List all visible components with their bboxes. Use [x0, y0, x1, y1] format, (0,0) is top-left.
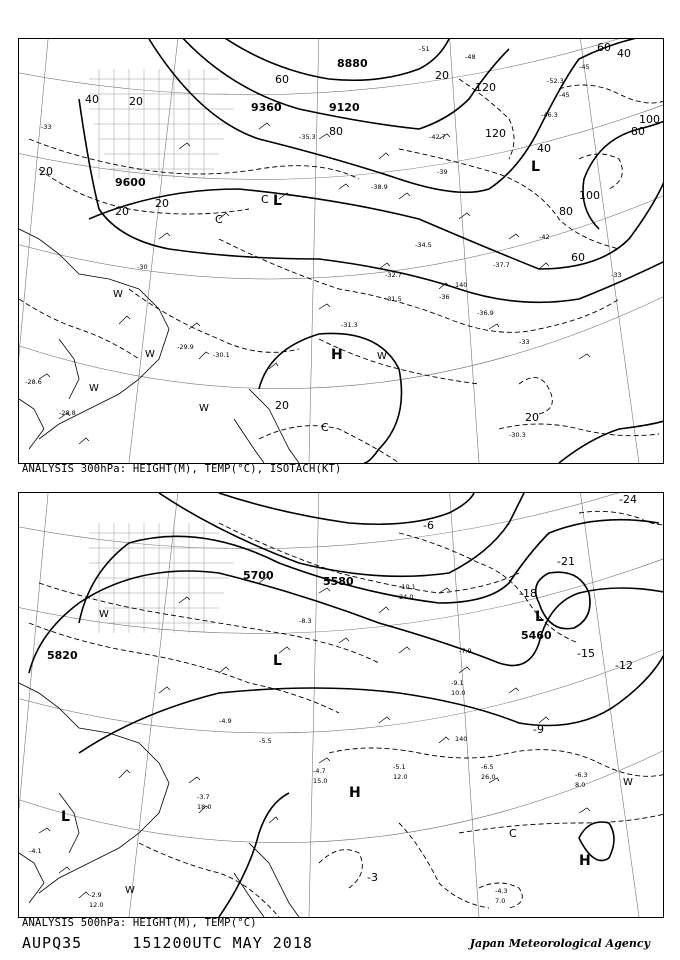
station-value: -7.9 [459, 647, 472, 655]
isotach-label: 80 [559, 205, 573, 218]
station-value: -6.5 [481, 763, 494, 771]
jet-hatch [89, 69, 234, 179]
isotherm-label: -36 [439, 293, 450, 301]
isotherm-label: -9 [533, 723, 544, 736]
isotherm-label: -48 [465, 53, 476, 61]
isotach-label: 20 [275, 399, 289, 412]
station-value: -46.3 [541, 111, 558, 119]
station-values [29, 583, 588, 909]
isotach-label: 20 [39, 165, 53, 178]
isotach-label: 40 [537, 142, 551, 155]
warm-marker: W [113, 289, 123, 300]
station-value: -36.9 [477, 309, 494, 317]
meridian-label: 140 [455, 735, 468, 743]
isotach-label: 60 [275, 73, 289, 86]
low-pressure-marker: L [531, 159, 540, 175]
height-label: 5700 [243, 569, 274, 582]
isotach-label: 80 [329, 125, 343, 138]
low-pressure-marker: L [535, 609, 544, 625]
isotherm-label: -12 [615, 659, 633, 672]
caption-500hpa: ANALYSIS 500hPa: HEIGHT(M), TEMP(°C) [22, 917, 257, 929]
high-pressure-marker: H [331, 347, 343, 363]
station-value: 12.0 [89, 901, 104, 909]
isotherm-label: -45 [579, 63, 590, 71]
height-label: 9120 [329, 101, 360, 114]
high-pressure-marker: H [349, 785, 361, 801]
station-value: 12.0 [393, 773, 408, 781]
cold-marker: C [509, 827, 517, 840]
station-value: -8.3 [299, 617, 312, 625]
station-value: 10.0 [451, 689, 466, 697]
isotach-label: 40 [85, 93, 99, 106]
height-label: 9360 [251, 101, 282, 114]
station-value: -32.7 [385, 271, 402, 279]
height-label: 8880 [337, 57, 368, 70]
station-value: -5.5 [259, 737, 272, 745]
isotach-label: 80 [631, 125, 645, 138]
isotherm-label: -15 [577, 647, 595, 660]
isotach-label: 20 [435, 69, 449, 82]
isotach-label: 20 [525, 411, 539, 424]
valid-time: 151200UTC MAY 2018 [132, 934, 313, 952]
isotach-label: 60 [571, 251, 585, 264]
station-value: -10.1 [399, 583, 416, 591]
isotach-label: 100 [579, 189, 600, 202]
isotherm-label: -42 [539, 233, 550, 241]
station-value: -5.1 [393, 763, 406, 771]
height-label: 5820 [47, 649, 78, 662]
warm-marker: W [99, 609, 109, 620]
isotherm-label: -6 [423, 519, 434, 532]
map-300hpa [19, 39, 663, 463]
isotherm-label: -21 [557, 555, 575, 568]
product-header [22, 934, 313, 952]
station-value: 24.0 [399, 593, 414, 601]
map-500hpa [19, 493, 663, 917]
low-pressure-marker: L [273, 653, 282, 669]
isotherm-label: -39 [437, 168, 448, 176]
station-value: -34.5 [415, 241, 432, 249]
isotherm-label: -18 [519, 587, 537, 600]
station-value: 15.0 [313, 777, 328, 785]
cold-marker: C [215, 213, 223, 226]
coastline [19, 229, 299, 463]
warm-marker: W [89, 383, 99, 394]
station-value: -4.9 [219, 717, 232, 725]
station-value: 18.0 [197, 803, 212, 811]
isotach-label: 120 [485, 127, 506, 140]
station-value: -42.7 [429, 133, 446, 141]
low-pressure-marker: L [273, 193, 282, 209]
warm-marker: W [623, 777, 633, 788]
isotherm-label: -24 [619, 493, 637, 506]
station-value: -30.3 [509, 431, 526, 439]
warm-marker: W [377, 351, 387, 362]
isotach-label: 100 [639, 113, 660, 126]
station-value: -6.3 [575, 771, 588, 779]
station-value: -38.9 [371, 183, 388, 191]
station-value: -4.1 [29, 847, 42, 855]
isotach-label: 20 [129, 95, 143, 108]
low-pressure-marker: L [61, 809, 70, 825]
station-value: -29.9 [177, 343, 194, 351]
isotherm-label: -33 [41, 123, 52, 131]
station-value: -9.1 [451, 679, 464, 687]
product-code: AUPQ35 [22, 934, 83, 952]
station-value: -3.7 [197, 793, 210, 801]
station-value: 8.0 [575, 781, 586, 789]
height-label: 5460 [521, 629, 552, 642]
station-value: -28.6 [25, 378, 42, 386]
isotach-label: 20 [155, 197, 169, 210]
isotherm-label: -3 [367, 871, 378, 884]
high-pressure-marker: H [579, 853, 591, 869]
height-label: 5580 [323, 575, 354, 588]
station-value: -2.9 [89, 891, 102, 899]
cold-marker: C [261, 193, 269, 206]
station-value: -35.3 [299, 133, 316, 141]
coastline [19, 683, 299, 917]
isotherm-label: -30 [137, 263, 148, 271]
isotach-label: 60 [597, 41, 611, 54]
warm-marker: W [125, 885, 135, 896]
height-label: 9600 [115, 176, 146, 189]
cold-marker: C [321, 421, 329, 434]
isotherm-label: -33 [519, 338, 530, 346]
isotherm-label: -51 [419, 45, 430, 53]
station-value: -4.7 [313, 767, 326, 775]
station-value: -30.1 [213, 351, 230, 359]
station-value: 7.0 [495, 897, 506, 905]
isotach-label: 20 [115, 205, 129, 218]
agency-name: Japan Meteorological Agency [469, 937, 650, 950]
isotherm-label: -33 [611, 271, 622, 279]
station-value: -31.3 [341, 321, 358, 329]
meridian-label: 140 [455, 281, 468, 289]
station-value: -52.3 [547, 77, 564, 85]
caption-300hpa: ANALYSIS 300hPa: HEIGHT(M), TEMP(°C), ISOTACH(KT) [22, 463, 342, 475]
isotherm-label: -45 [559, 91, 570, 99]
chart-500hpa [18, 492, 664, 918]
chart-300hpa [18, 38, 664, 464]
station-value: -28.8 [59, 409, 76, 417]
isotach-label: 120 [475, 81, 496, 94]
warm-marker: W [145, 349, 155, 360]
isotach-label: 40 [617, 47, 631, 60]
station-value: -37.7 [493, 261, 510, 269]
station-value: -31.5 [385, 295, 402, 303]
warm-marker: W [199, 403, 209, 414]
station-value: 26.0 [481, 773, 496, 781]
station-value: -4.3 [495, 887, 508, 895]
